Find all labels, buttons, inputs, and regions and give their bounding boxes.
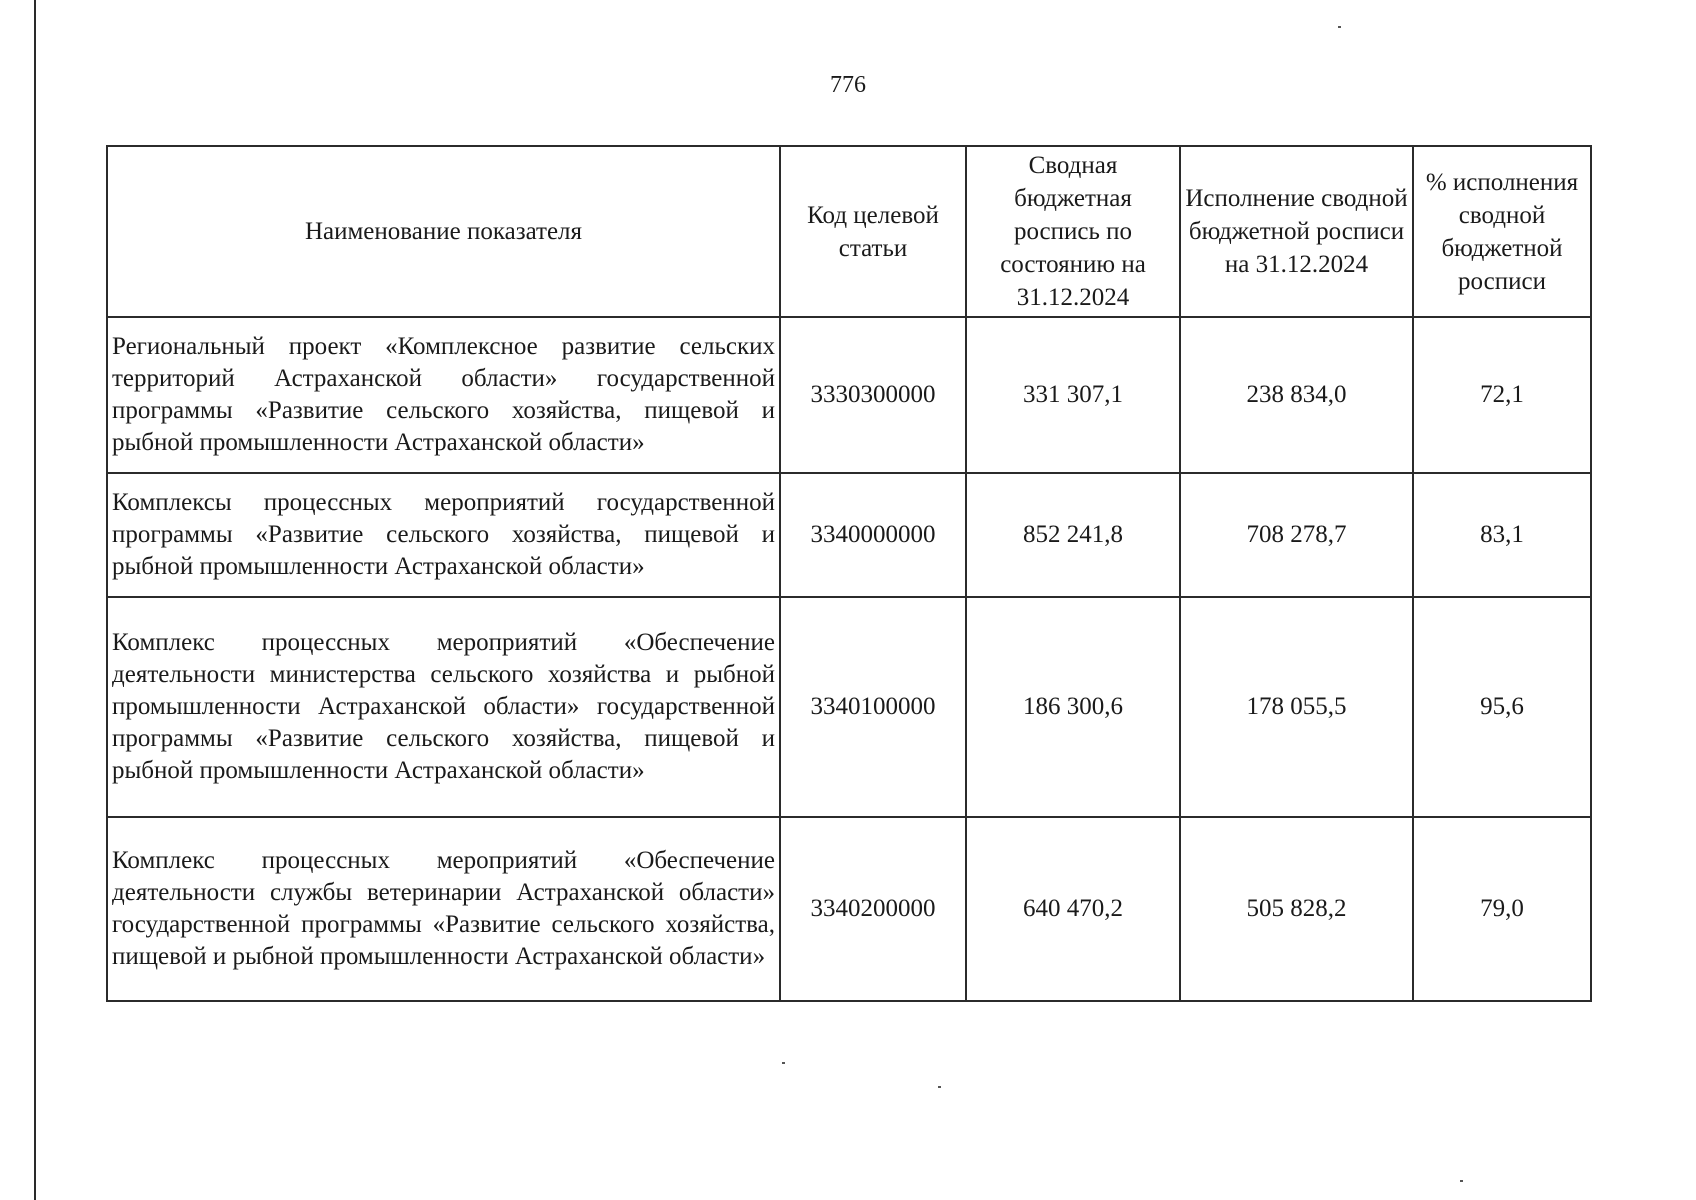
table-row	[107, 317, 1591, 473]
percent-cell: 79,0	[1413, 817, 1591, 1001]
indicator-name-cell: Комплексы процессных мероприятий государственной программы «Развитие сельского хозяйства, пищевой и рыбной промышленности Астраханской области»	[107, 473, 780, 597]
target-code-cell: 3340100000	[780, 597, 966, 817]
indicator-name-cell: Региональный проект «Комплексное развитие сельских территорий Астраханской области» государственной программы «Развитие сельского хозяйства, пищевой и рыбной промышленности Астраханской области»	[107, 317, 780, 473]
scan-speck	[938, 1086, 941, 1088]
scan-speck	[1338, 26, 1341, 28]
target-code-cell: 3340200000	[780, 817, 966, 1001]
table-row	[107, 817, 1591, 1001]
target-code-cell: 3330300000	[780, 317, 966, 473]
budget-cell: 640 470,2	[966, 817, 1180, 1001]
table-header-row	[107, 146, 1591, 317]
percent-cell: 83,1	[1413, 473, 1591, 597]
budget-cell: 186 300,6	[966, 597, 1180, 817]
indicator-name-cell: Комплекс процессных мероприятий «Обеспечение деятельности службы ветеринарии Астраханской области» государственной программы «Развитие сельского хозяйства, пищевой и рыбной промышленности Астраханской области»	[107, 817, 780, 1001]
table-row	[107, 597, 1591, 817]
execution-cell: 178 055,5	[1180, 597, 1413, 817]
indicator-name-cell: Комплекс процессных мероприятий «Обеспечение деятельности министерства сельского хозяйства и рыбной промышленности Астраханской области» государственной программы «Развитие сельского хозяйства, пищевой и рыбной промышленности Астраханской области»	[107, 597, 780, 817]
percent-cell: 95,6	[1413, 597, 1591, 817]
percent-cell: 72,1	[1413, 317, 1591, 473]
header-budget-schedule: Сводная бюджетная роспись по состоянию на 31.12.2024	[966, 146, 1180, 317]
budget-cell: 331 307,1	[966, 317, 1180, 473]
scan-speck	[1460, 1180, 1463, 1182]
execution-cell: 238 834,0	[1180, 317, 1413, 473]
budget-execution-table	[106, 145, 1592, 1002]
target-code-cell: 3340000000	[780, 473, 966, 597]
scan-speck	[782, 1062, 785, 1064]
budget-cell: 852 241,8	[966, 473, 1180, 597]
header-execution-percent: % исполнения сводной бюджетной росписи	[1413, 146, 1591, 317]
page-number: 776	[830, 72, 866, 98]
header-execution: Исполнение сводной бюджетной росписи на 31.12.2024	[1180, 146, 1413, 317]
header-target-code: Код целевой статьи	[780, 146, 966, 317]
scan-margin-line	[34, 0, 36, 1200]
execution-cell: 505 828,2	[1180, 817, 1413, 1001]
execution-cell: 708 278,7	[1180, 473, 1413, 597]
header-indicator-name: Наименование показателя	[107, 146, 780, 317]
table-row	[107, 473, 1591, 597]
